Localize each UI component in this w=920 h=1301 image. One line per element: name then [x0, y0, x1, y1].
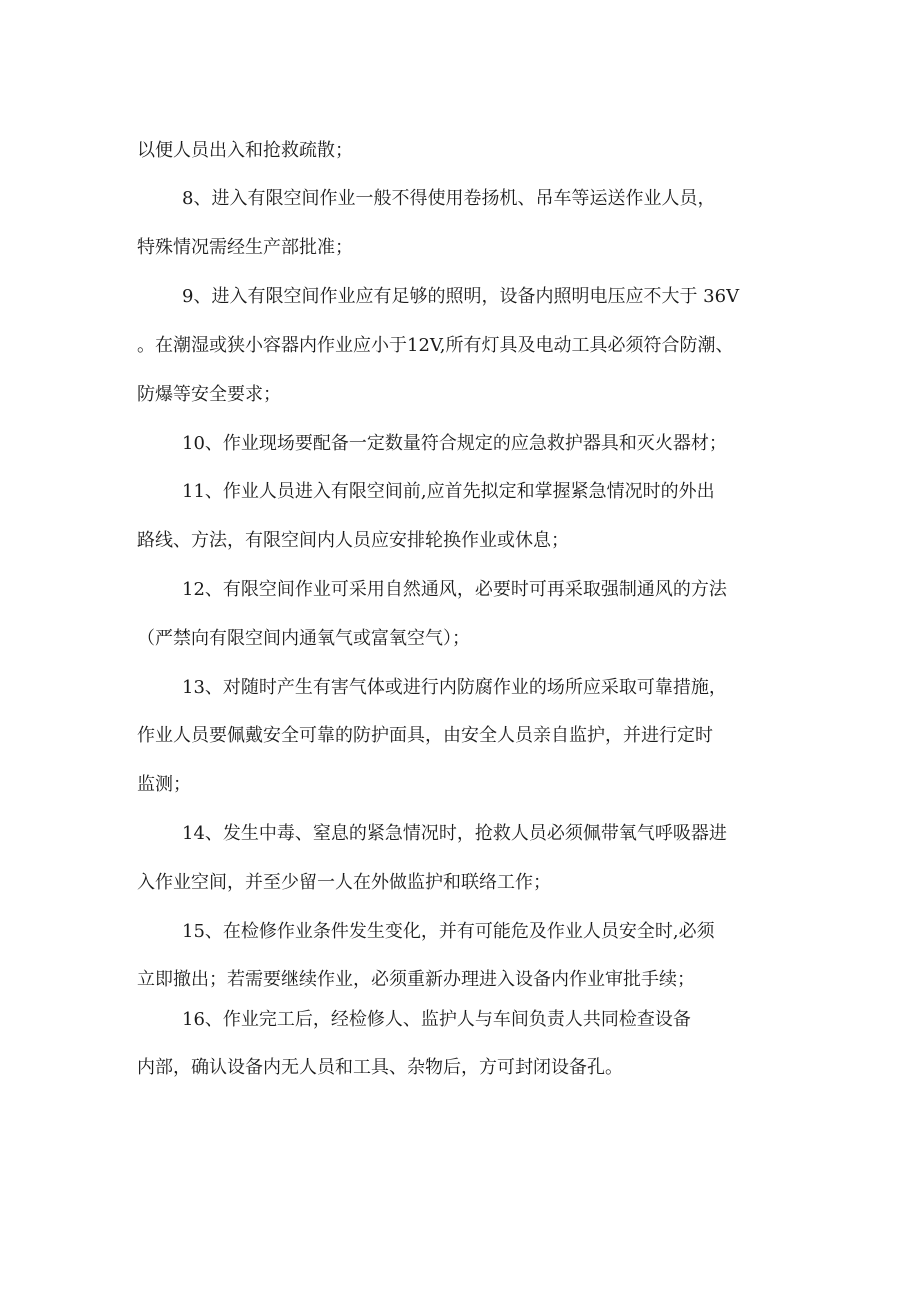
text-line: （严禁向有限空间内通氧气或富氧空气）； [137, 628, 470, 649]
text-line: 11、作业人员进入有限空间前,应首先拟定和掌握紧急情况时的外出 [182, 481, 715, 502]
text-line: 监测； [137, 774, 191, 795]
text-line: 14、发生中毒、窒息的紧急情况时，抢救人员必须佩带氧气呼吸器进 [182, 823, 727, 844]
text-line: 入作业空间，并至少留一人在外做监护和联络工作； [137, 872, 551, 893]
text-line: 10、作业现场要配备一定数量符合规定的应急救护器具和灭火器材； [182, 433, 727, 454]
text-line: 12、有限空间作业可采用自然通风，必要时可再采取强制通风的方法 [182, 579, 727, 600]
text-line: 路线、方法，有限空间内人员应安排轮换作业或休息； [137, 530, 569, 551]
text-line: 特殊情况需经生产部批准； [137, 237, 353, 258]
text-line: 作业人员要佩戴安全可靠的防护面具，由安全人员亲自监护，并进行定时 [137, 725, 713, 746]
text-line: 15、在检修作业条件发生变化，并有可能危及作业人员安全时,必须 [182, 921, 715, 942]
text-line: 8、进入有限空间作业一般不得使用卷扬机、吊车等运送作业人员， [182, 188, 716, 209]
text-line: 以便人员出入和抢救疏散； [137, 140, 353, 161]
text-line: 。在潮湿或狭小容器内作业应小于12V,所有灯具及电动工具必须符合防潮、 [137, 335, 734, 356]
text-line: 防爆等安全要求； [137, 384, 281, 405]
text-line: 立即撤出；若需要继续作业，必须重新办理进入设备内作业审批手续； [137, 969, 695, 990]
text-line: 内部，确认设备内无人员和工具、杂物后，方可封闭设备孔。 [137, 1057, 623, 1078]
text-line: 13、对随时产生有害气体或进行内防腐作业的场所应采取可靠措施， [182, 677, 727, 698]
text-line: 16、作业完工后，经检修人、监护人与车间负责人共同检查设备 [182, 1009, 691, 1030]
text-line: 9、进入有限空间作业应有足够的照明，设备内照明电压应不大于 36V [182, 286, 740, 307]
